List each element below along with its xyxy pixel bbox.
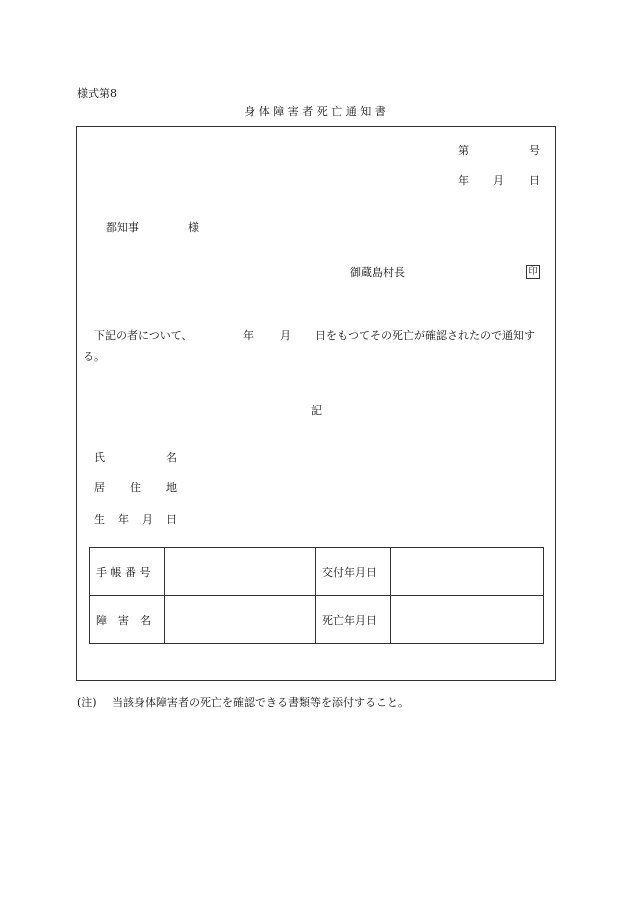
table-row bbox=[90, 548, 544, 596]
notebook-number-label: 手 帳 番 号 bbox=[90, 548, 165, 596]
issue-date-label: 交付年月日 bbox=[316, 548, 391, 596]
address-label-b: 住 bbox=[130, 481, 141, 494]
sender-name: 御蔵島村長 bbox=[350, 266, 405, 279]
name-label-a: 氏 bbox=[94, 451, 105, 464]
issue-date-value bbox=[391, 548, 544, 596]
form-number: 様式第8 bbox=[77, 87, 117, 100]
address-label-c: 地 bbox=[166, 481, 177, 494]
body-line2: る。 bbox=[83, 350, 105, 363]
name-label-b: 名 bbox=[166, 451, 177, 464]
death-date-value bbox=[391, 596, 544, 644]
birthdate-label-c: 月 bbox=[142, 513, 153, 526]
doc-number-prefix: 第 bbox=[458, 144, 469, 157]
doc-number-suffix: 号 bbox=[529, 144, 540, 157]
addressee-name: 都知事 bbox=[106, 221, 139, 234]
date-year: 年 bbox=[458, 174, 469, 187]
address-label-a: 居 bbox=[94, 481, 105, 494]
birthdate-label-d: 日 bbox=[166, 513, 177, 526]
disability-name-value bbox=[165, 596, 316, 644]
info-table bbox=[89, 547, 544, 644]
note-text: 当該身体障害者の死亡を確認できる書類等を添付すること。 bbox=[112, 696, 409, 709]
date-month: 月 bbox=[493, 174, 504, 187]
document-title: 身 体 障 害 者 死 亡 通 知 書 bbox=[244, 105, 386, 118]
seal-stamp: 印 bbox=[526, 265, 540, 279]
disability-name-label: 障 害 名 bbox=[90, 596, 165, 644]
birthdate-label-b: 年 bbox=[118, 513, 129, 526]
notebook-number-value bbox=[165, 548, 316, 596]
birthdate-label-a: 生 bbox=[94, 513, 105, 526]
table-row bbox=[90, 596, 544, 644]
death-date-label: 死亡年月日 bbox=[316, 596, 391, 644]
body-line1-year: 年 bbox=[243, 329, 254, 342]
date-day: 日 bbox=[529, 174, 540, 187]
body-line1-month: 月 bbox=[280, 329, 291, 342]
note-label: (注) bbox=[77, 696, 97, 709]
body-line1-part2: 日をもつてその死亡が確認されたので通知す bbox=[315, 329, 535, 342]
body-line1-part1: 下記の者について、 bbox=[94, 329, 193, 342]
ki-heading: 記 bbox=[311, 404, 322, 417]
addressee-honorific: 様 bbox=[188, 221, 199, 234]
